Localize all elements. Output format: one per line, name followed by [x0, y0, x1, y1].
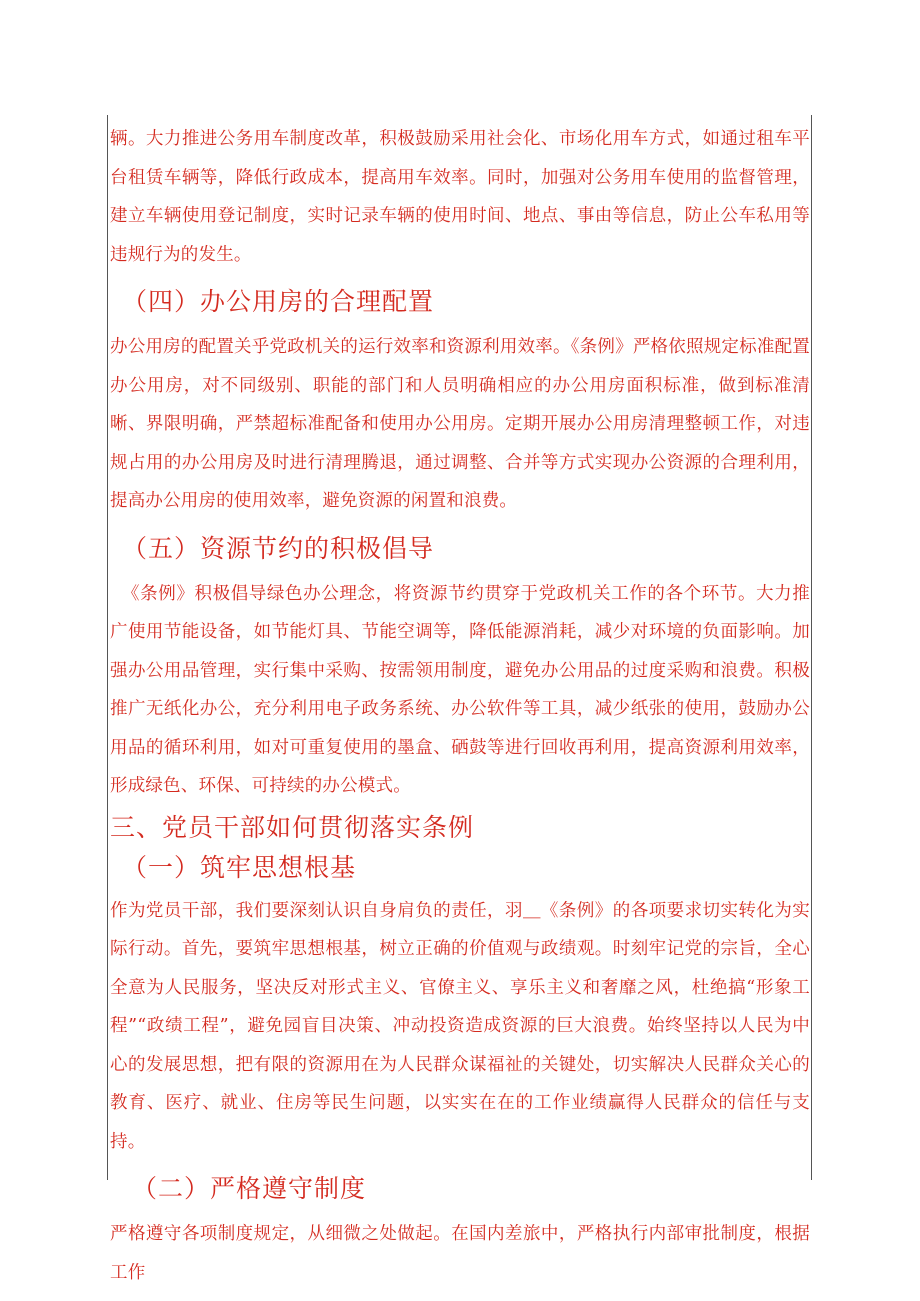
- section-heading-rules: （二）严格遵守制度: [132, 1174, 367, 1203]
- paragraph-rules: 严格遵守各项制度规定，从细微之处做起。在国内差旅中，严格执行内部审批制度，根据工作: [110, 1224, 810, 1283]
- paragraph-resource-saving: 《条例》积极倡导绿色办公理念，将资源节约贯穿于党政机关工作的各个环节。大力推广使用节能设备，如节能灯具、节能空调等，降低能源消耗，减少对环境的负面影响。加强办公用品管理，实行集中采购、按需领用制度，避免办公用品的过度采购和浪费。积极推广无纸化办公，充分利用电子政务系统、办公软件等工具，减少纸张的使用，鼓励办公用品的循环利用，如对可重复使用的墨盒、硒鼓等进行回收再利用，提高资源利用效率，形成绿色、环保、可持续的办公模式。: [110, 583, 810, 796]
- document-body: [110, 120, 810, 1292]
- paragraph-office-space: 办公用房的配置关乎党政机关的运行效率和资源利用效率。《条例》严格依照规定标准配置办公用房，对不同级别、职能的部门和人员明确相应的办公用房面积标准，做到标准清晰、界限明确，严禁超标准配备和使用办公用房。定期开展办公用房清理整顿工作，对违规占用的办公用房及时进行清理腾退，通过调整、合并等方式实现办公资源的合理利用，提高办公用房的使用效率，避免资源的闲置和浪费。: [110, 337, 810, 511]
- section-heading-resource-saving: （五）资源节约的积极倡导: [122, 533, 435, 563]
- paragraph-ideology: 作为党员干部，我们要深刻认识自身肩负的责任，羽＿《条例》的各项要求切实转化为实际行动。首先，要筑牢思想根基，树立正确的价值观与政绩观。时刻牢记党的宗旨，全心全意为人民服务，坚决反对形式主义、官僚主义、享乐主义和奢靡之风，杜绝搞“形象工程”“政绩工程”，避免园盲目决策、冲动投资造成资源的巨大浪费。始终坚持以人民为中心的发展思想，把有限的资源用在为人民群众谋福祉的关键处，切实解决人民群众关心的教育、医疗、就业、住房等民生问题，以实实在在的工作业绩赢得人民群众的信任与支持。: [110, 900, 810, 1152]
- paragraph-vehicle-reform: 辆。大力推进公务用车制度改革，积极鼓励采用社会化、市场化用车方式，如通过租车平台租赁车辆等，降低行政成本，提高用车效率。同时，加强对公务用车使用的监督管理，建立车辆使用登记制度，实时记录车辆的使用时间、地点、事由等信息，防止公车私用等违规行为的发生。: [110, 129, 810, 265]
- chapter-heading-implementation: 三、党员干部如何贯彻落实条例: [110, 812, 475, 842]
- section-heading-office-space: （四）办公用房的合理配置: [122, 287, 435, 316]
- section-heading-ideology: （一）筑牢思想根基: [122, 852, 357, 882]
